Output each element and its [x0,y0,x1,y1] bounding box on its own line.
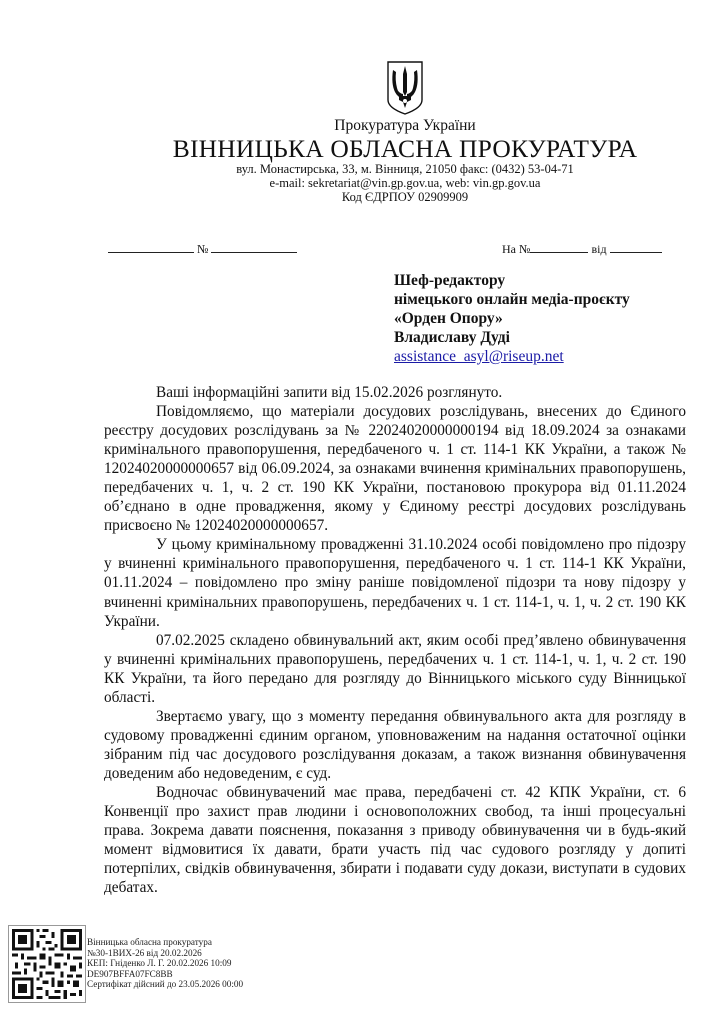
recipient-title: Шеф-редактору [394,272,506,289]
reply-to-label: На № [502,242,531,256]
org-address: вул. Монастирська, 33, м. Вінниця, 21050 факс: (0432) 53-04-71 [236,162,574,176]
org-contacts: e-mail: sekretariat@vin.gp.gov.ua, web: vin.gp.gov.ua [269,176,541,190]
stamp-org: Вінницька обласна прокуратура [87,937,212,947]
body-paragraph: 07.02.2025 складено обвинувальний акт, яким особі пред’явлено обвинувачення у вчиненні кримінальних правопорушень, передбачених ч. 1 ст. 114-1, ч. 1, ч. 2 ст. 190 КК України, та його передано для розгляду до Вінницького міського суду Вінницької області. [104,631,686,706]
reply-date-label: від [591,242,607,256]
digital-signature-stamp [87,937,243,990]
qr-code-icon [8,925,86,1003]
reply-number-blank [530,240,588,253]
outgoing-number-blank [211,240,297,253]
stamp-document-number: №30-1ВИХ-26 від 20.02.2026 [87,947,202,958]
body-paragraph: Повідомляємо, що матеріали досудових розслідувань, внесених до Єдиного реєстру досудових розслідувань за № 22024020000000194 від 18.09.2024 за ознаками кримінального правопорушення, передбаченого ч. 1 ст. 114-1 КК України, а також № 12024020000000657 від 06.09.2024, за ознаками вчинення кримінальних правопорушень, передбачених ч. 1, ч. 2 ст. 190 КК України, постановою прокурора від 01.11.2024 об’єднано в одне провадження, якому у Єдиному реєстрі досудових розслідувань присвоєно № 12024020000000657. [104,403,686,535]
body-paragraph: Водночас обвинувачений має права, передбачені ст. 42 КПК України, ст. 6 Конвенції про захист прав людини і основоположних свобод, та інші процесуальні права. Зокрема давати пояснення, показання з приводу обвинувачення чи в будь-який момент відмовитися їх давати, брати участь під час судового розгляду у допиті потерпілих, свідків обвинувачення, збирати і подавати суду докази, виступати в судових дебатах. [104,783,686,897]
org-name-title: ВІННИЦЬКА ОБЛАСНА ПРОКУРАТУРА [172,134,638,163]
recipient-email-link[interactable]: assistance_asyl@riseup.net [394,348,564,365]
org-parent-name: Прокуратура України [334,117,476,134]
body-paragraph: У цьому кримінальному провадженні 31.10.2024 особі повідомлено про підозру у вчиненні кримінального правопорушення, передбаченого ч. 1 ст. 114-1 КК України, 01.11.2024 – повідомлено про зміну раніше повідомленої підозри та нову підозру у вчиненні кримінальних правопорушень, передбачених ч. 1 ст. 114-1, ч. 1, ч. 2 ст. 190 КК України. [104,536,686,630]
coat-of-arms-icon [386,60,424,116]
recipient-block [394,271,630,366]
stamp-signer: КЕП: Гніденко Л. Г. 20.02.2026 10:09 [87,958,232,969]
recipient-project-name: «Орден Опору» [394,310,503,327]
outgoing-number-field [108,240,297,257]
recipient-organization: німецького онлайн медіа-проєкту [394,291,630,308]
reply-to-field [502,240,662,257]
outgoing-date-blank [108,240,194,253]
recipient-name: Владиславу Дуді [394,329,510,346]
reply-date-blank [610,240,662,253]
outgoing-number-label: № [197,242,209,256]
stamp-certificate-validity: Сертифікат дійсний до 23.05.2026 00:00 [87,979,244,990]
org-edrpou-code: Код ЄДРПОУ 02909909 [341,190,469,204]
body-paragraph: Звертаємо увагу, що з моменту передання обвинувального акта для розгляду в судовому провадженні єдиним органом, уповноваженим на надання остаточної оцінки зібраним під час досудового розслідування доказам, а також визнання обвинувачення доведеним або недоведеним, є суд. [104,707,686,782]
letter-body [104,383,686,897]
body-paragraph: Ваші інформаційні запити від 15.02.2026 розглянуто. [156,384,503,401]
stamp-certificate-serial: DE907BFFA07FC8BB [87,968,173,979]
